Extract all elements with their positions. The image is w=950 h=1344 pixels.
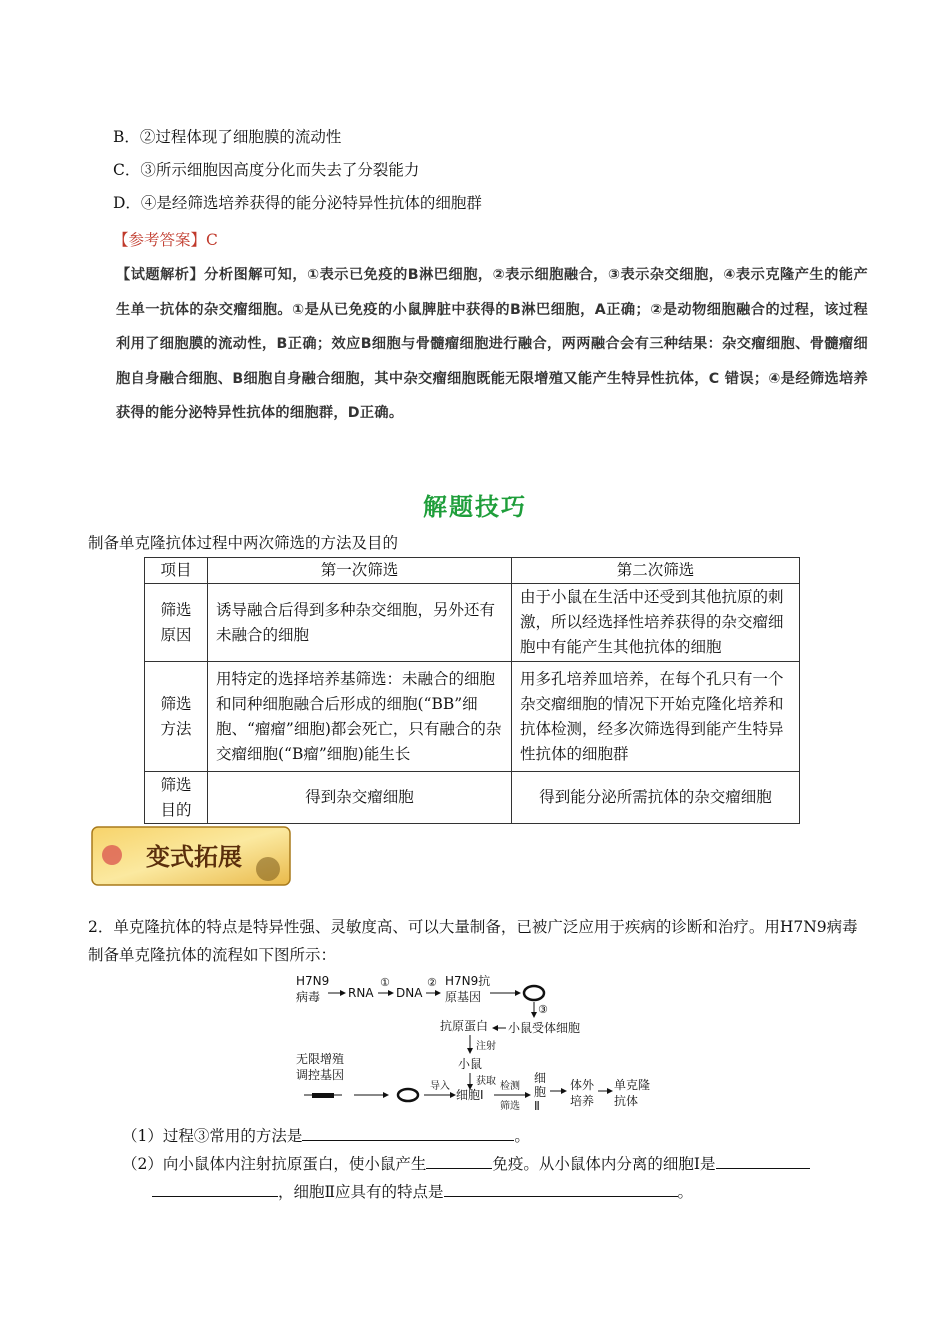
flow-cell-2: 细 <box>534 1071 547 1085</box>
flow-mab-2: 抗体 <box>614 1094 639 1108</box>
section-title: 解题技巧 <box>423 492 527 521</box>
reference-answer: 【参考答案】C <box>113 231 218 249</box>
row-second: 得到能分泌所需抗体的杂交瘤细胞 <box>512 772 800 824</box>
plasmid-icon <box>398 1089 418 1101</box>
flow-cell-2c: Ⅱ <box>534 1099 540 1113</box>
table-intro: 制备单克隆抗体过程中两次筛选的方法及目的 <box>88 534 399 552</box>
analysis-text: 【试题解析】分析图解可知，①表示已免疫的B淋巴细胞，②表示细胞融合，③表示杂交细胞，④表示克隆产生的能产生单一抗体的杂交瘤细胞。①是从已免疫的小鼠脾脏中获得的B淋巴细胞，A正确；②是动物细胞融合的过程，该过程利用了细胞膜的流动性，B正确；效应B细胞与骨髓瘤细胞进行融合，两两融合会有三种结果：杂交瘤细胞、骨髓瘤细胞自身融合细胞、B细胞自身融合细胞，其中杂交瘤细胞既能无限增殖又能产生特异性抗体，C 错误；④是经筛选培养获得的能分泌特异性抗体的细胞群，D正确。 <box>116 267 868 421</box>
row-item: 筛选目的 <box>145 772 208 824</box>
row-second: 由于小鼠在生活中还受到其他抗原的刺激，所以经选择性培养获得的杂交瘤细胞中有能产生其他抗体的细胞 <box>512 584 800 662</box>
table-header-row <box>145 558 800 584</box>
answer-blank[interactable] <box>426 1154 492 1169</box>
flow-culture: 体外 <box>570 1078 595 1092</box>
flow-mab: 单克隆 <box>614 1078 651 1092</box>
step-1-label: ① <box>380 976 390 989</box>
flow-control-gene-2: 调控基因 <box>296 1068 345 1082</box>
sub-question-1-text: （1）过程③常用的方法是 <box>122 1127 303 1145</box>
comparison-table <box>144 557 800 824</box>
sub-question-2-end: 。 <box>677 1183 694 1201</box>
variant-banner <box>90 825 292 887</box>
row-item: 筛选方法 <box>145 662 208 772</box>
option-c: C．③所示细胞因高度分化而失去了分裂能力 <box>113 161 420 179</box>
flow-dna: DNA <box>396 986 423 1000</box>
banner-text: 变式拓展 <box>146 842 242 871</box>
sub-question-2-cont <box>152 1180 693 1202</box>
sub-question-2 <box>122 1152 810 1174</box>
flow-diagram <box>290 969 670 1119</box>
flow-control-gene: 无限增殖 <box>296 1052 345 1066</box>
flow-screen: 筛选 <box>500 1101 520 1112</box>
row-first: 用特定的选择培养基筛选：未融合的细胞和同种细胞融合后形成的细胞(“BB”细胞、“瘤瘤”细胞)都会死亡，只有融合的杂交瘤细胞(“B瘤”细胞)能生长 <box>208 662 512 772</box>
header-first: 第一次筛选 <box>208 558 512 584</box>
plasmid-icon <box>524 986 544 1000</box>
flow-cell-1: 细胞Ⅰ <box>456 1088 484 1102</box>
sub-question-1-end: 。 <box>514 1127 530 1145</box>
flow-gene-2: 原基因 <box>445 990 482 1004</box>
row-first: 得到杂交瘤细胞 <box>208 772 512 824</box>
table-row <box>145 584 800 662</box>
flow-antigen: 抗原蛋白 <box>440 1019 489 1033</box>
sub-question-2-mid2: ，细胞Ⅱ应具有的特点是 <box>278 1183 444 1201</box>
header-item: 项目 <box>145 558 208 584</box>
flow-virus-2: 病毒 <box>296 990 321 1004</box>
sub-question-2-mid: 免疫。从小鼠体内分离的细胞Ⅰ是 <box>492 1155 716 1173</box>
step-2-label: ② <box>427 976 437 989</box>
table-row <box>145 662 800 772</box>
row-item: 筛选原因 <box>145 584 208 662</box>
option-d: D．④是经筛选培养获得的能分泌特异性抗体的细胞群 <box>113 194 482 212</box>
header-second: 第二次筛选 <box>512 558 800 584</box>
table-row <box>145 772 800 824</box>
answer-blank[interactable] <box>716 1154 810 1169</box>
flow-detect: 检测 <box>500 1081 520 1092</box>
flow-rna: RNA <box>348 986 374 1000</box>
flower-icon <box>102 845 122 865</box>
answer-blank[interactable] <box>444 1182 678 1197</box>
flow-mouse: 小鼠 <box>458 1057 483 1071</box>
answer-blank[interactable] <box>152 1182 278 1197</box>
flow-cell-2b: 胞 <box>534 1085 547 1099</box>
flow-host-cell: 小鼠受体细胞 <box>508 1021 581 1035</box>
flow-inject: 注射 <box>476 1041 496 1052</box>
row-first: 诱导融合后得到多种杂交细胞，另外还有未融合的细胞 <box>208 584 512 662</box>
flow-obtain: 获取 <box>476 1076 496 1087</box>
step-3-label: ③ <box>538 1003 548 1016</box>
row-second: 用多孔培养皿培养，在每个孔只有一个杂交瘤细胞的情况下开始克隆化培养和抗体检测，经多次筛选得到能产生特异性抗体的细胞群 <box>512 662 800 772</box>
option-b: B．②过程体现了细胞膜的流动性 <box>113 128 342 146</box>
flow-import: 导入 <box>430 1081 450 1092</box>
flow-gene: H7N9抗 <box>445 974 491 988</box>
flower-icon <box>256 857 280 881</box>
question-2: 2．单克隆抗体的特点是特异性强、灵敏度高、可以大量制备，已被广泛应用于疾病的诊断和治疗。用H7N9病毒制备单克隆抗体的流程如下图所示： <box>88 918 858 964</box>
flow-culture-2: 培养 <box>570 1094 595 1108</box>
sub-question-2-text: （2）向小鼠体内注射抗原蛋白，使小鼠产生 <box>122 1155 427 1173</box>
flow-virus: H7N9 <box>296 974 330 988</box>
sub-question-1 <box>122 1124 530 1146</box>
answer-blank[interactable] <box>302 1126 514 1141</box>
